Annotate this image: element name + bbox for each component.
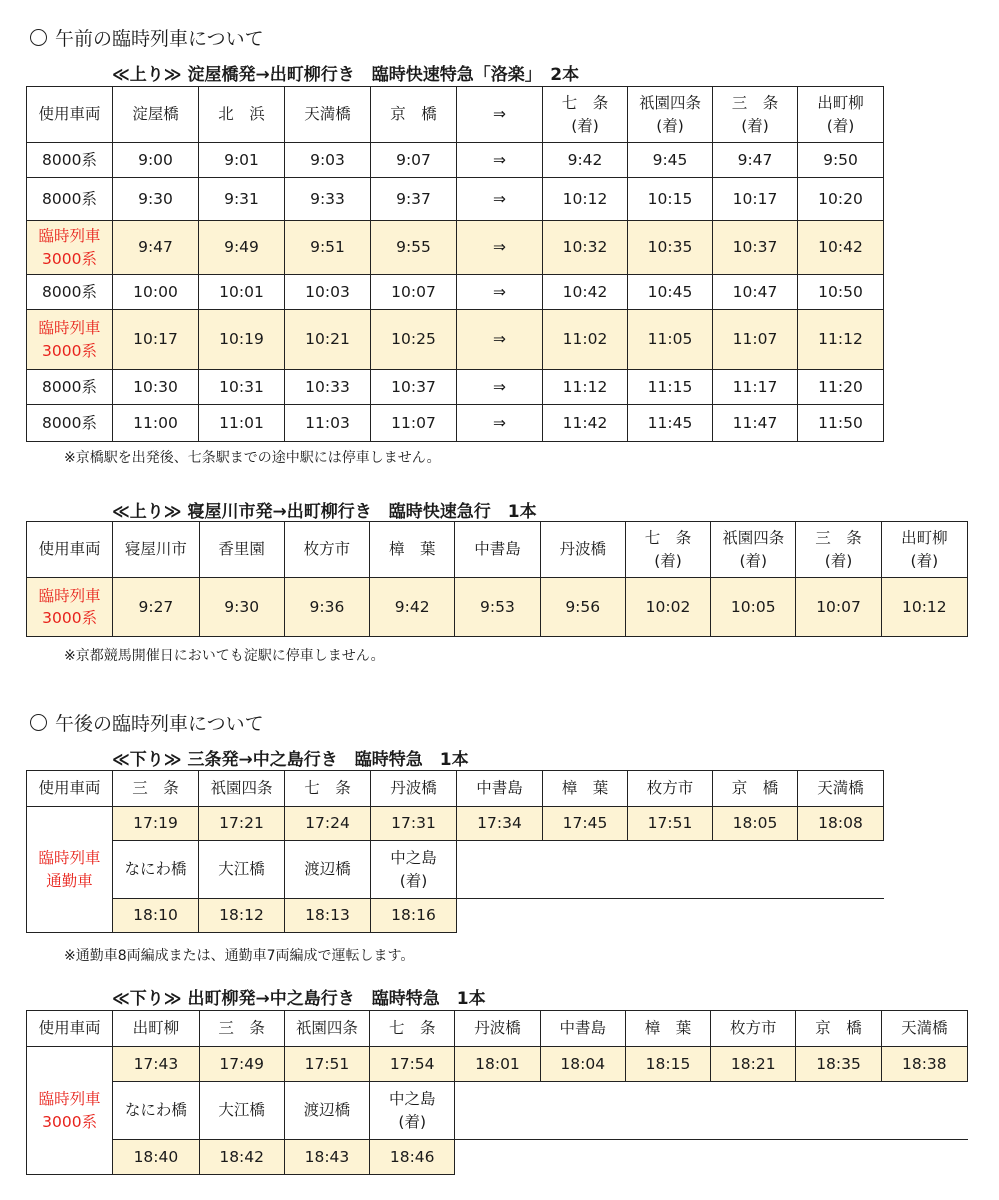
station-header: 京 橋 — [713, 771, 798, 807]
car-type-cell: 臨時列車 3000系 — [27, 310, 113, 370]
time-cell: 9:33 — [285, 178, 371, 221]
header-row — [27, 522, 968, 578]
time-row — [27, 1140, 968, 1175]
table4-caption: ≪下り≫ 出町柳発→中之島行き 臨時特急 1本 — [112, 989, 486, 1009]
time-cell: 11:50 — [798, 405, 884, 442]
time-cell: 10:20 — [798, 178, 884, 221]
morning-section-heading: 午前の臨時列車について — [30, 24, 264, 51]
station-header: 枚方市 — [284, 522, 369, 578]
station-header: 出町柳 (着) — [881, 522, 967, 578]
time-cell: 18:15 — [625, 1047, 710, 1082]
empty-cell — [457, 899, 884, 933]
station-header: ⇒ — [457, 87, 543, 143]
table1-caption: ≪上り≫ 淀屋橋発→出町柳行き 臨時快速特急「洛楽」 2本 — [112, 65, 580, 85]
station-row — [27, 841, 884, 899]
time-cell: 9:42 — [370, 578, 455, 637]
time-cell: 10:32 — [543, 221, 628, 275]
time-cell: 10:12 — [543, 178, 628, 221]
time-cell: 11:07 — [713, 310, 798, 370]
time-cell: 10:07 — [796, 578, 881, 637]
time-cell: 11:05 — [628, 310, 713, 370]
header-row — [27, 87, 884, 143]
station-header: 三 条 — [113, 771, 199, 807]
time-cell: ⇒ — [457, 310, 543, 370]
time-cell: 10:33 — [285, 370, 371, 405]
time-cell: 17:49 — [199, 1047, 284, 1082]
table-row — [27, 275, 884, 310]
time-cell: 10:42 — [543, 275, 628, 310]
station-header: 丹波橋 — [540, 522, 625, 578]
station-header: 七 条 (着) — [543, 87, 628, 143]
table-row — [27, 310, 884, 370]
station-header: 樟 葉 — [370, 522, 455, 578]
time-cell: ⇒ — [457, 178, 543, 221]
time-cell: 18:16 — [371, 899, 457, 933]
car-type-cell: 8000系 — [27, 275, 113, 310]
station-header: 中書島 — [455, 522, 540, 578]
station-header: 京 橋 — [796, 1011, 881, 1047]
time-cell: 9:36 — [284, 578, 369, 637]
time-cell: 18:43 — [284, 1140, 369, 1175]
station-header: 七 条 (着) — [625, 522, 710, 578]
time-cell: 10:30 — [113, 370, 199, 405]
time-row — [27, 807, 884, 841]
table-row — [27, 143, 884, 178]
time-cell: 10:01 — [199, 275, 285, 310]
time-cell: 9:42 — [543, 143, 628, 178]
empty-cell — [455, 1140, 968, 1175]
time-cell: ⇒ — [457, 370, 543, 405]
station-header: 渡辺橋 — [285, 841, 371, 899]
station-header: なにわ橋 — [113, 1082, 199, 1140]
time-cell: 11:20 — [798, 370, 884, 405]
time-cell: 10:50 — [798, 275, 884, 310]
car-type-cell: 臨時列車 3000系 — [27, 221, 113, 275]
car-type-header: 使用車両 — [27, 522, 113, 578]
station-header: 中之島 (着) — [370, 1082, 455, 1140]
time-cell: 11:12 — [543, 370, 628, 405]
header-row — [27, 1011, 968, 1047]
time-cell: 11:12 — [798, 310, 884, 370]
time-cell: 9:47 — [713, 143, 798, 178]
time-cell: 18:01 — [455, 1047, 540, 1082]
car-type-cell: 8000系 — [27, 370, 113, 405]
afternoon-timetable-2 — [26, 1010, 968, 1175]
table-row — [27, 178, 884, 221]
time-cell: 10:19 — [199, 310, 285, 370]
station-header: 天満橋 — [285, 87, 371, 143]
time-cell: 9:01 — [199, 143, 285, 178]
time-cell: 10:02 — [625, 578, 710, 637]
afternoon-section-heading: 午後の臨時列車について — [30, 709, 264, 736]
station-header: 樟 葉 — [625, 1011, 710, 1047]
station-header: 樟 葉 — [543, 771, 628, 807]
station-header: 北 浜 — [199, 87, 285, 143]
table1-note: ※京橋駅を出発後、七条駅までの途中駅には停車しません。 — [64, 450, 441, 466]
station-header: 寝屋川市 — [113, 522, 199, 578]
station-header: 枚方市 — [711, 1011, 796, 1047]
car-type-cell: 臨時列車 3000系 — [27, 1047, 113, 1175]
empty-cell — [457, 841, 884, 899]
time-cell: 11:03 — [285, 405, 371, 442]
car-type-cell: 8000系 — [27, 143, 113, 178]
circle-icon — [30, 29, 47, 46]
time-cell: ⇒ — [457, 405, 543, 442]
time-cell: 18:42 — [199, 1140, 284, 1175]
table2-caption: ≪上り≫ 寝屋川市発→出町柳行き 臨時快速急行 1本 — [112, 502, 537, 522]
time-cell: 9:51 — [285, 221, 371, 275]
morning-timetable-1 — [26, 86, 884, 442]
time-cell: 10:15 — [628, 178, 713, 221]
time-cell: 10:03 — [285, 275, 371, 310]
time-cell: 10:37 — [371, 370, 457, 405]
station-header: 京 橋 — [371, 87, 457, 143]
time-cell: 10:45 — [628, 275, 713, 310]
station-header: なにわ橋 — [113, 841, 199, 899]
time-cell: 17:31 — [371, 807, 457, 841]
station-header: 中之島 (着) — [371, 841, 457, 899]
time-cell: 9:00 — [113, 143, 199, 178]
station-header: 祇園四条 (着) — [628, 87, 713, 143]
time-cell: 17:45 — [543, 807, 628, 841]
station-header: 祇園四条 — [284, 1011, 369, 1047]
station-header: 三 条 (着) — [796, 522, 881, 578]
time-cell: 10:07 — [371, 275, 457, 310]
time-cell: 11:42 — [543, 405, 628, 442]
time-cell: 18:38 — [881, 1047, 967, 1082]
time-cell: 9:03 — [285, 143, 371, 178]
car-type-header: 使用車両 — [27, 1011, 113, 1047]
time-cell: 18:08 — [798, 807, 884, 841]
time-cell: 17:21 — [199, 807, 285, 841]
time-cell: 17:51 — [628, 807, 713, 841]
time-cell: 18:05 — [713, 807, 798, 841]
table3-note: ※通勤車8両編成または、通勤車7両編成で運転します。 — [64, 948, 415, 964]
empty-cell — [455, 1082, 968, 1140]
time-cell: 10:05 — [711, 578, 796, 637]
station-header: 中書島 — [540, 1011, 625, 1047]
time-cell: 10:31 — [199, 370, 285, 405]
time-cell: 10:00 — [113, 275, 199, 310]
circle-icon — [30, 714, 47, 731]
time-row — [27, 1047, 968, 1082]
time-cell: 11:45 — [628, 405, 713, 442]
time-cell: 18:21 — [711, 1047, 796, 1082]
time-row — [27, 899, 884, 933]
time-cell: 17:24 — [285, 807, 371, 841]
car-type-cell: 臨時列車 3000系 — [27, 578, 113, 637]
time-cell: 9:07 — [371, 143, 457, 178]
time-cell: 18:12 — [199, 899, 285, 933]
station-header: 枚方市 — [628, 771, 713, 807]
time-cell: 9:49 — [199, 221, 285, 275]
time-cell: 9:30 — [113, 178, 199, 221]
station-header: 香里園 — [199, 522, 284, 578]
time-cell: 18:40 — [113, 1140, 199, 1175]
station-header: 七 条 — [285, 771, 371, 807]
afternoon-timetable-1 — [26, 770, 884, 933]
table-row — [27, 578, 968, 637]
time-cell: 10:37 — [713, 221, 798, 275]
time-cell: 9:30 — [199, 578, 284, 637]
station-header: 大江橋 — [199, 841, 285, 899]
time-cell: 10:17 — [113, 310, 199, 370]
car-type-header: 使用車両 — [27, 771, 113, 807]
time-cell: ⇒ — [457, 275, 543, 310]
time-cell: 9:55 — [371, 221, 457, 275]
time-cell: 10:35 — [628, 221, 713, 275]
table3-caption: ≪下り≫ 三条発→中之島行き 臨時特急 1本 — [112, 750, 469, 770]
time-cell: 18:13 — [285, 899, 371, 933]
car-type-cell: 8000系 — [27, 405, 113, 442]
car-type-cell: 8000系 — [27, 178, 113, 221]
station-header: 中書島 — [457, 771, 543, 807]
car-type-cell: 臨時列車 通勤車 — [27, 807, 113, 933]
time-cell: 10:42 — [798, 221, 884, 275]
time-cell: 10:12 — [881, 578, 967, 637]
station-header: 七 条 — [370, 1011, 455, 1047]
station-header: 淀屋橋 — [113, 87, 199, 143]
time-cell: 18:04 — [540, 1047, 625, 1082]
time-cell: ⇒ — [457, 221, 543, 275]
station-header: 天満橋 — [798, 771, 884, 807]
time-cell: 18:46 — [370, 1140, 455, 1175]
time-cell: 17:51 — [284, 1047, 369, 1082]
time-cell: 17:19 — [113, 807, 199, 841]
time-cell: 9:56 — [540, 578, 625, 637]
time-cell: 11:17 — [713, 370, 798, 405]
time-cell: 17:34 — [457, 807, 543, 841]
time-cell: 18:35 — [796, 1047, 881, 1082]
station-header: 丹波橋 — [371, 771, 457, 807]
time-cell: 9:53 — [455, 578, 540, 637]
station-header: 出町柳 — [113, 1011, 199, 1047]
station-header: 渡辺橋 — [284, 1082, 369, 1140]
time-cell: 17:54 — [370, 1047, 455, 1082]
time-cell: 10:17 — [713, 178, 798, 221]
table-row — [27, 221, 884, 275]
time-cell: 10:21 — [285, 310, 371, 370]
time-cell: 17:43 — [113, 1047, 199, 1082]
time-cell: 9:50 — [798, 143, 884, 178]
station-header: 天満橋 — [881, 1011, 967, 1047]
time-cell: 11:15 — [628, 370, 713, 405]
station-header: 大江橋 — [199, 1082, 284, 1140]
time-cell: ⇒ — [457, 143, 543, 178]
time-cell: 9:27 — [113, 578, 199, 637]
morning-timetable-2 — [26, 521, 968, 637]
station-header: 祇園四条 (着) — [711, 522, 796, 578]
time-cell: 9:47 — [113, 221, 199, 275]
time-cell: 11:47 — [713, 405, 798, 442]
time-cell: 9:31 — [199, 178, 285, 221]
time-cell: 10:25 — [371, 310, 457, 370]
header-row — [27, 771, 884, 807]
car-type-header: 使用車両 — [27, 87, 113, 143]
table-row — [27, 370, 884, 405]
time-cell: 11:02 — [543, 310, 628, 370]
time-cell: 11:00 — [113, 405, 199, 442]
station-row — [27, 1082, 968, 1140]
station-header: 祇園四条 — [199, 771, 285, 807]
table-row — [27, 405, 884, 442]
station-header: 出町柳 (着) — [798, 87, 884, 143]
station-header: 三 条 (着) — [713, 87, 798, 143]
station-header: 三 条 — [199, 1011, 284, 1047]
time-cell: 10:47 — [713, 275, 798, 310]
station-header: 丹波橋 — [455, 1011, 540, 1047]
time-cell: 9:37 — [371, 178, 457, 221]
time-cell: 9:45 — [628, 143, 713, 178]
time-cell: 11:01 — [199, 405, 285, 442]
time-cell: 11:07 — [371, 405, 457, 442]
table2-note: ※京都競馬開催日においても淀駅に停車しません。 — [64, 648, 385, 664]
time-cell: 18:10 — [113, 899, 199, 933]
